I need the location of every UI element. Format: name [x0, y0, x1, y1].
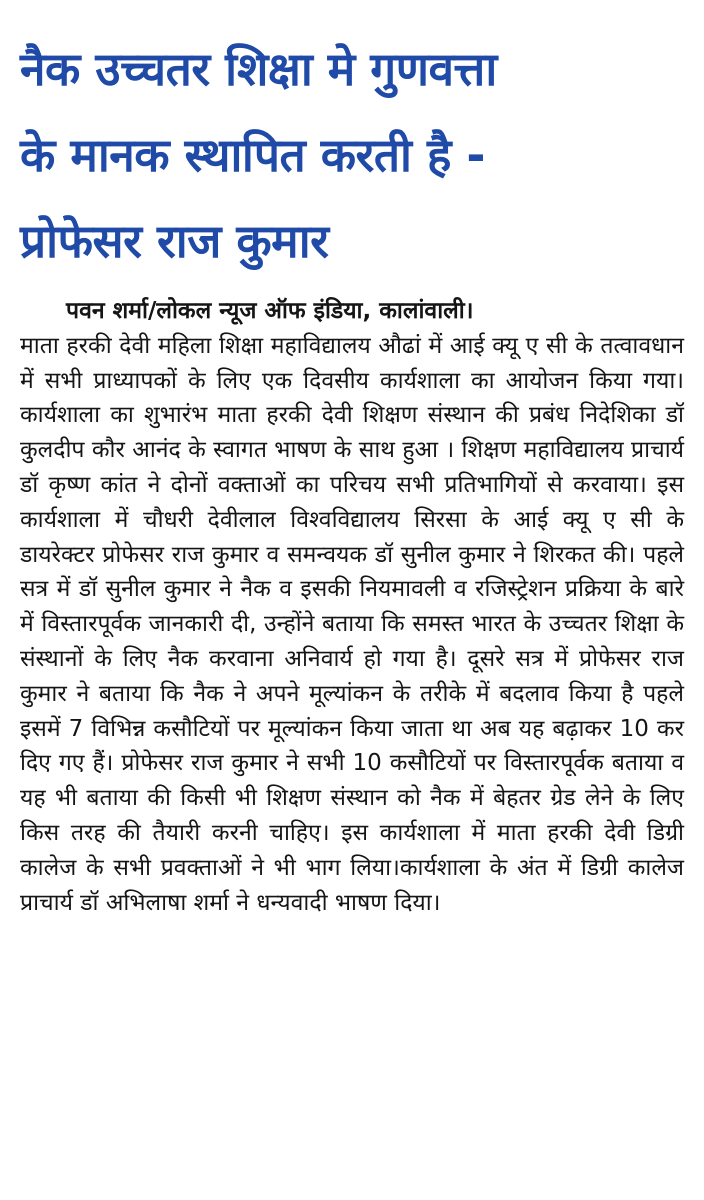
- headline: [20, 26, 684, 284]
- headline-line-1: नैक उच्चतर शिक्षा मे गुणवत्ता: [20, 42, 497, 96]
- headline-line-2: के मानक स्थापित करती है -: [20, 128, 486, 182]
- byline: पवन शर्मा/लोकल न्यूज ऑफ इंडिया, कालांवाली।: [66, 298, 474, 324]
- article-paragraph: माता हरकी देवी महिला शिक्षा महाविद्यालय औढां में आई क्यू ए सी के तत्वावधान में सभी प्राध्यापकों के लिए एक दिवसीय कार्यशाला का आयोजन किया गया।कार्यशाला का शुभारंभ माता हरकी देवी शिक्षण संस्थान की प्रबंध निदेशिका डॉ कुलदीप कौर आनंद के स्वागत भाषण के साथ हुआ । शिक्षण महाविद्यालय प्राचार्य डॉ कृष्ण कांत ने दोनों वक्ताओं का परिचय सभी प्रतिभागियों से करवाया। इस कार्यशाला में चौधरी देवीलाल विश्वविद्यालय सिरसा के आई क्यू ए सी के डायरेक्टर प्रोफेसर राज कुमार व समन्वयक डॉ सुनील कुमार ने शिरकत की। पहले सत्र में डॉ सुनील कुमार ने नैक व इसकी नियमावली व रजिस्ट्रेशन प्रक्रिया के बारे में विस्तारपूर्वक जानकारी दी, उन्होंने बताया कि समस्त भारत के उच्चतर शिक्षा के संस्थानों के लिए नैक करवाना अनिवार्य हो गया है। दूसरे सत्र में प्रोफेसर राज कुमार ने बताया कि नैक ने अपने मूल्यांकन के तरीके में बदलाव किया है पहले इसमें 7 विभिन्न कसौटियों पर मूल्यांकन किया जाता था अब यह बढ़ाकर 10 कर दिए गए हैं। प्रोफेसर राज कुमार ने सभी 10 कसौटियों पर विस्तारपूर्वक बताया व यह भी बताया की किसी भी शिक्षण संस्थान को नैक में बेहतर ग्रेड लेने के लिए किस तरह की तैयारी करनी चाहिए। इस कार्यशाला में माता हरकी देवी डिग्री कालेज के सभी प्रवक्ताओं ने भी भाग लिया।कार्यशाला के अंत में डिग्री कालेज प्राचार्य डॉ अभिलाषा शर्मा ने धन्यवादी भाषण दिया।: [20, 332, 684, 916]
- headline-line-3: प्रोफेसर राज कुमार: [20, 214, 329, 268]
- article-body: [20, 294, 684, 920]
